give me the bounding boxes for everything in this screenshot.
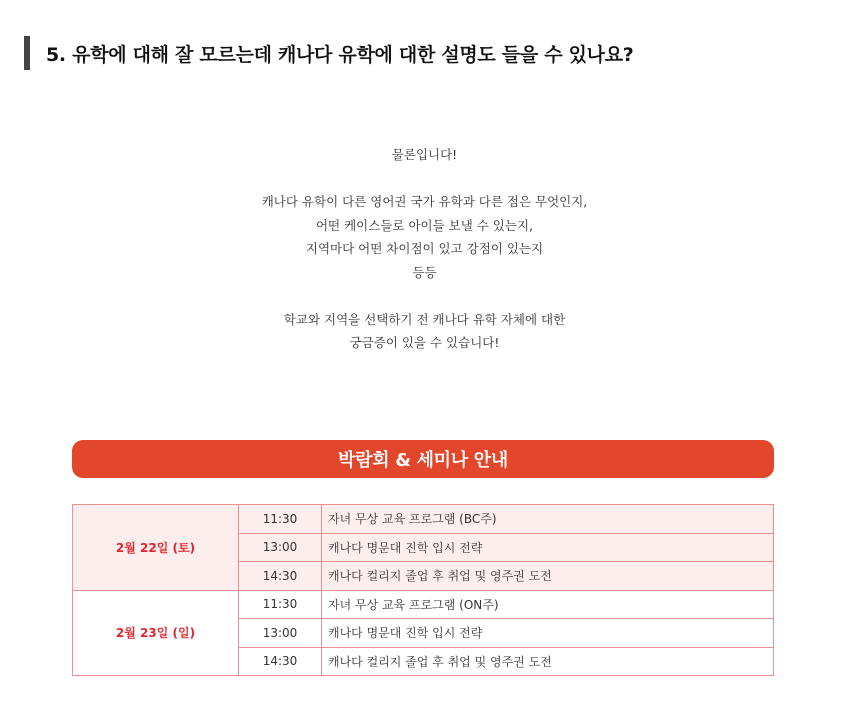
table-row — [73, 505, 774, 534]
session-title: 캐나다 명문대 진학 입시 전략 — [322, 619, 774, 648]
faq-answer — [0, 143, 849, 355]
session-time: 14:30 — [239, 647, 322, 676]
session-title: 자녀 무상 교육 프로그램 (ON주) — [322, 590, 774, 619]
session-time: 13:00 — [239, 619, 322, 648]
answer-line: 캐나다 유학이 다른 영어권 국가 유학과 다른 점은 무엇인지, — [261, 194, 588, 209]
heading-accent-bar — [24, 36, 30, 70]
answer-line: 어떤 케이스들로 아이들 보낼 수 있는지, — [315, 217, 534, 233]
schedule-date: 2월 23일 (일) — [73, 590, 239, 676]
banner-title: 박람회 & 세미나 안내 — [337, 450, 508, 471]
fair-seminar-banner — [72, 440, 774, 478]
answer-line: 궁금증이 있을 수 있습니다! — [349, 335, 500, 350]
session-time: 14:30 — [239, 562, 322, 591]
answer-spacer — [0, 284, 849, 308]
answer-line: 학교와 지역을 선택하기 전 캐나다 유학 자체에 대한 — [283, 311, 566, 327]
faq-question-heading — [24, 36, 633, 70]
table-row — [73, 590, 774, 619]
schedule-date: 2월 22일 (토) — [73, 505, 239, 591]
session-title: 캐나다 컬리지 졸업 후 취업 및 영주권 도전 — [322, 562, 774, 591]
answer-spacer — [0, 167, 849, 191]
faq-question-text: 5. 유학에 대해 잘 모르는데 캐나다 유학에 대한 설명도 들을 수 있나요? — [46, 43, 634, 66]
session-time: 13:00 — [239, 533, 322, 562]
session-title: 캐나다 명문대 진학 입시 전략 — [322, 533, 774, 562]
session-time: 11:30 — [239, 590, 322, 619]
session-title: 캐나다 컬리지 졸업 후 취업 및 영주권 도전 — [322, 647, 774, 676]
session-title: 자녀 무상 교육 프로그램 (BC주) — [322, 505, 774, 534]
seminar-schedule-table — [72, 504, 774, 676]
session-time: 11:30 — [239, 505, 322, 534]
answer-line: 등등 — [412, 264, 437, 280]
answer-line: 지역마다 어떤 차이점이 있고 강점이 있는지 — [305, 241, 544, 256]
answer-greeting: 물론입니다! — [391, 147, 458, 162]
